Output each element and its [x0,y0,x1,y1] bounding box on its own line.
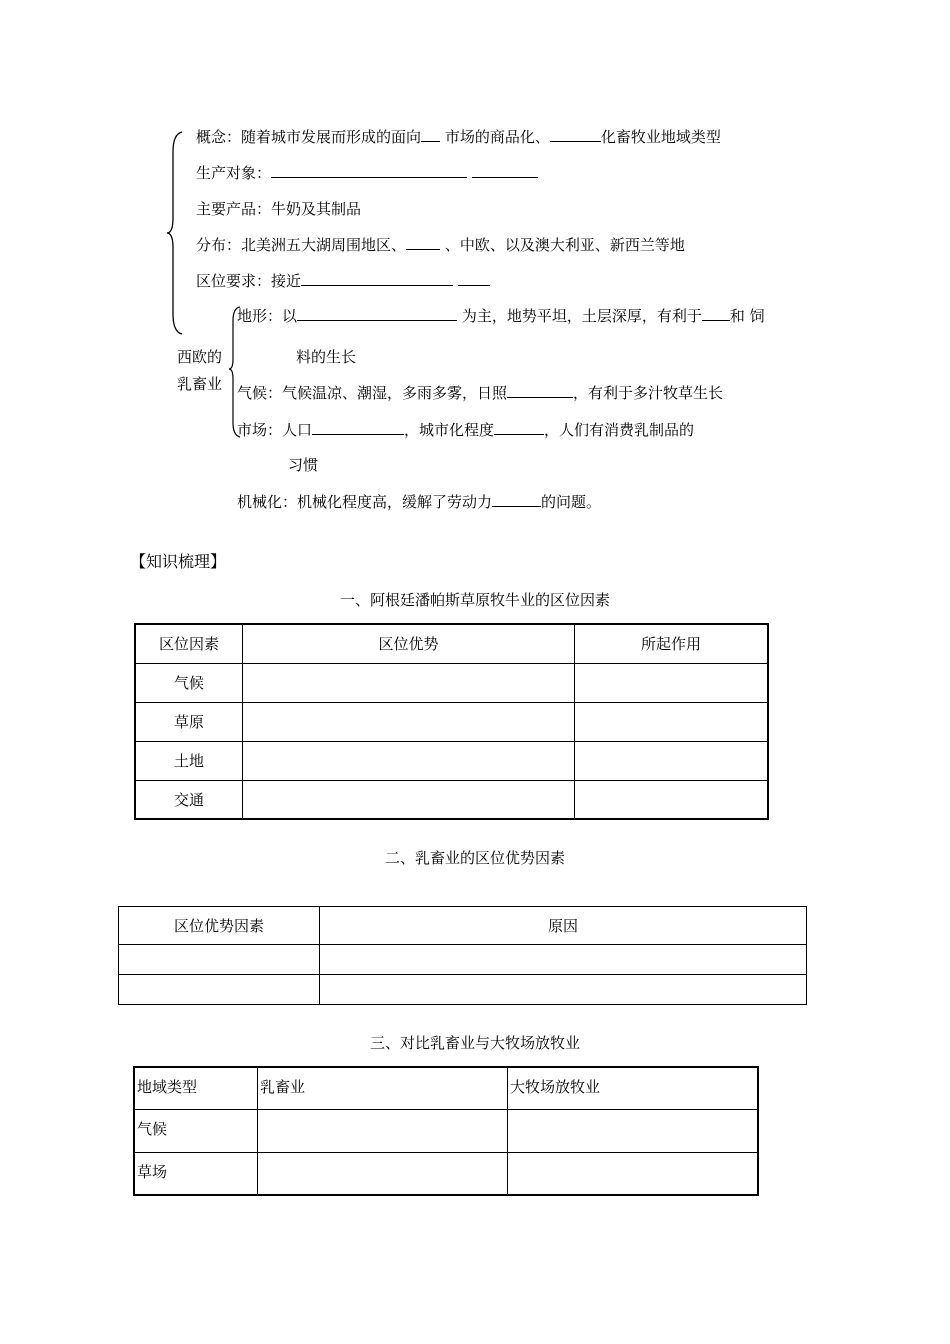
table3-row-label: 草场 [134,1152,258,1195]
section-heading: 【知识梳理】 [130,552,227,571]
table1-title: 一、阿根廷潘帕斯草原牧牛业的区位因素 [339,591,610,609]
table1-row-label: 交通 [135,780,243,819]
market-text-1: 人口 [282,421,313,439]
table2-cell[interactable] [320,945,807,975]
main-products-label: 主要产品： [196,200,272,218]
mechanization-text-1: 机械化程度高，缓解了劳动力 [297,493,493,511]
table1-header-factor: 区位因素 [135,624,243,663]
table3-header-dairy: 乳畜业 [258,1067,508,1109]
table1-cell[interactable] [243,663,575,702]
table1-cell[interactable] [575,702,769,741]
terrain-line [237,306,765,326]
table3-header-ranching: 大牧场放牧业 [508,1067,759,1109]
western-europe-label-line2: 乳畜业 [177,375,223,393]
concept-line [196,127,721,147]
climate-text-1: 气候温凉、潮湿，多雨多雾，日照 [282,384,508,402]
market-text-3: ，人们有消费乳制品的 [544,421,695,439]
distribution-label: 分布： [196,236,242,254]
table3-cell[interactable] [258,1109,508,1152]
distribution-line [196,235,685,255]
table2-cell[interactable] [119,945,320,975]
mechanization-blank[interactable] [492,492,541,507]
table2-cell[interactable] [320,975,807,1005]
distribution-text-2: 、中欧、以及澳大利亚、新西兰等地 [444,236,685,254]
terrain-blank-2[interactable] [702,306,730,321]
western-europe-label-line1: 西欧的 [177,348,223,366]
location-requirement-blank-2[interactable] [458,271,490,286]
outer-brace [166,130,186,336]
climate-blank[interactable] [507,383,573,398]
location-requirement-blank-1[interactable] [301,271,453,286]
terrain-label: 地形： [237,307,283,325]
table3-cell[interactable] [508,1109,759,1152]
concept-label: 概念： [196,128,242,146]
table3-title: 三、对比乳畜业与大牧场放牧业 [369,1034,580,1052]
main-products-text: 牛奶及其制品 [271,200,362,218]
table2-header-factor: 区位优势因素 [119,907,320,945]
table1-cell[interactable] [243,780,575,819]
table3-header-type: 地域类型 [134,1067,258,1109]
table3 [133,1066,759,1196]
concept-text-1: 随着城市发展而形成的面向 [241,128,422,146]
terrain-line-2: 料的生长 [296,348,357,366]
table1-cell[interactable] [243,702,575,741]
market-label: 市场： [237,421,283,439]
concept-blank-2[interactable] [550,127,601,142]
table1-row-label: 草原 [135,702,243,741]
table1-cell[interactable] [575,741,769,780]
location-requirement-label: 区位要求： [196,272,272,290]
table2-cell[interactable] [119,975,320,1005]
table1-cell[interactable] [575,663,769,702]
distribution-text-1: 北美洲五大湖周围地区、 [241,236,407,254]
terrain-text-2: 为主，地势平坦，土层深厚，有利于 [461,307,702,325]
table1-row-label: 土地 [135,741,243,780]
market-text-2: ，城市化程度 [404,421,495,439]
market-blank-2[interactable] [494,420,544,435]
table3-cell[interactable] [508,1152,759,1195]
climate-label: 气候： [237,384,283,402]
table1-cell[interactable] [243,741,575,780]
concept-text-3: 化畜牧业地域类型 [600,128,721,146]
mechanization-label: 机械化： [237,493,298,511]
table3-cell[interactable] [258,1152,508,1195]
market-blank-1[interactable] [312,420,404,435]
table2-title: 二、乳畜业的区位优势因素 [384,849,565,867]
table1-header-effect: 所起作用 [575,624,769,663]
concept-text-2: 市场的商品化、 [444,128,550,146]
table1-cell[interactable] [575,780,769,819]
location-requirement-text: 接近 [271,272,302,290]
table1 [134,623,769,820]
market-line [237,420,694,440]
terrain-text-3: 和 饲 [729,307,765,325]
market-line-2: 习惯 [288,456,319,474]
table3-row-label: 气候 [134,1109,258,1152]
production-target-blank-2[interactable] [472,163,538,178]
climate-line [237,383,723,403]
table1-header-advantage: 区位优势 [243,624,575,663]
production-target-blank-1[interactable] [271,163,467,178]
mechanization-text-2: 的问题。 [541,493,602,511]
table2 [118,906,807,1005]
concept-blank-1[interactable] [421,127,440,142]
mechanization-line [237,492,601,512]
table1-row-label: 气候 [135,663,243,702]
distribution-blank[interactable] [406,235,440,250]
location-requirement-line [196,271,490,291]
main-products-line [196,199,361,219]
table2-header-reason: 原因 [320,907,807,945]
terrain-blank-1[interactable] [297,306,457,321]
climate-text-2: ，有利于多汁牧草生长 [573,384,724,402]
terrain-text-1: 以 [282,307,298,325]
production-target-label: 生产对象： [196,164,272,182]
production-target-line [196,163,538,183]
